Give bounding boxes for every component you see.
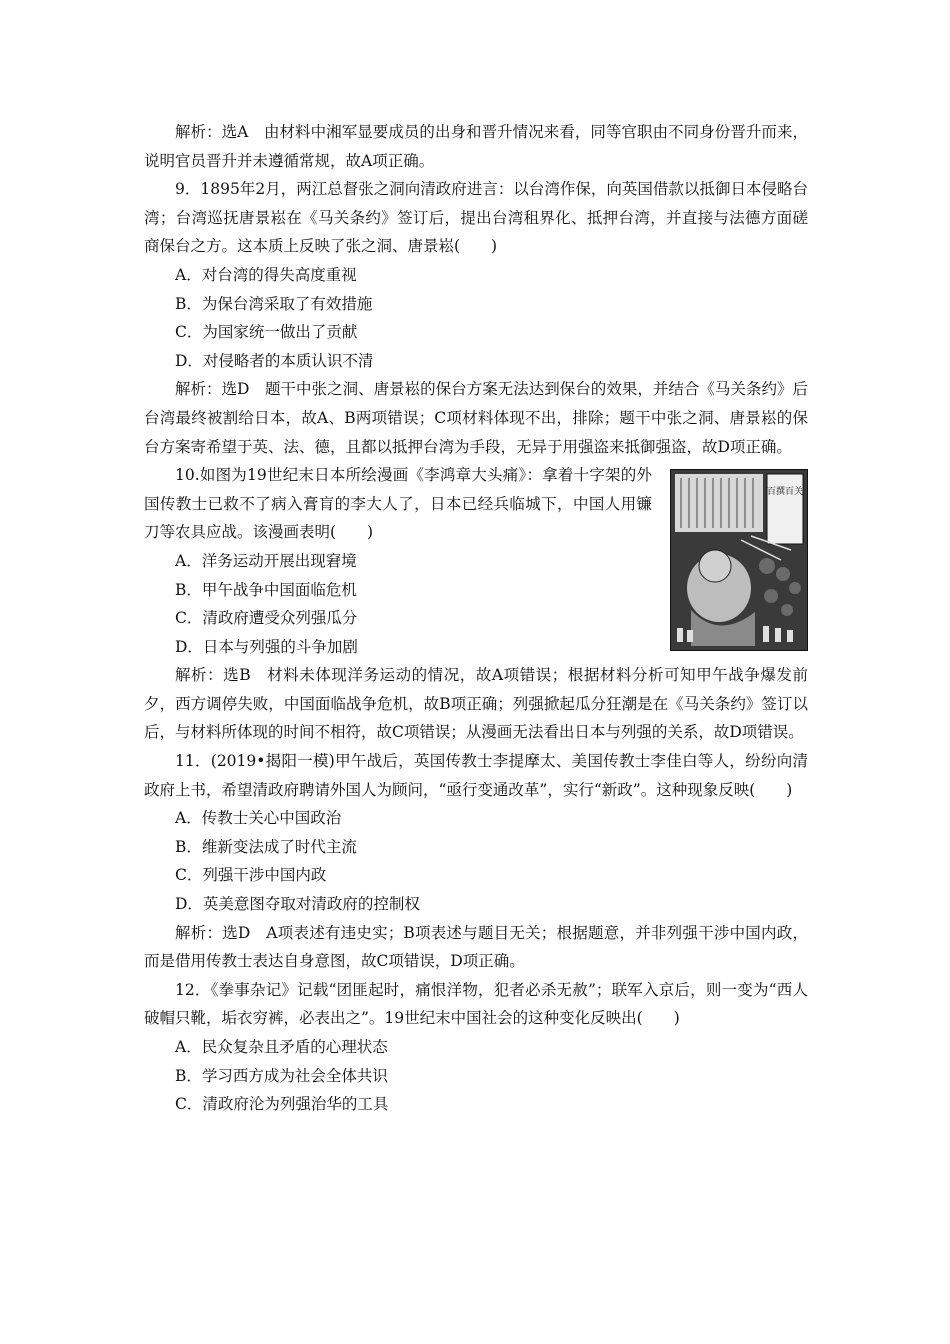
document-content bbox=[144, 118, 808, 1119]
option-9a: A．对台湾的得失高度重视 bbox=[175, 265, 357, 284]
question-10: 10.如图为19世纪末日本所绘漫画《李鸿章大头痛》：拿着十字架的外国传教士已救不了病入膏肓的李大人了，日本已经兵临城下，中国人用镰刀等农具应战。该漫画表明( ) bbox=[144, 466, 652, 542]
option-12c: C．清政府沦为列强治华的工具 bbox=[175, 1095, 389, 1114]
question-12: 12．《拳事杂记》记载“团匪起时，痛恨洋物，犯者必杀无赦”；联军入京后，则一变为“西人破帽只靴，垢衣穷裤，必表出之”。19世纪末中国社会的这种变化反映出( ) bbox=[144, 980, 808, 1028]
question-10-text-column bbox=[144, 461, 652, 661]
analysis-q9: 解析：选D 题干中张之洞、唐景崧的保台方案无法达到保台的效果，并结合《马关条约》后台湾最终被割给日本，故A、B两项错误；C项材料体现不出，排除；题干中张之洞、唐景崧的保台方案寄希望于英、法、德，且都以抵押台湾为手段，无异于用强盗来抵御强盗，故D项正确。 bbox=[144, 380, 808, 456]
option-12a: A．民众复杂且矛盾的心理状态 bbox=[175, 1038, 388, 1056]
cartoon-caption: 百撰百关 bbox=[766, 487, 804, 498]
option-11d: D．英美意图夺取对清政府的控制权 bbox=[175, 895, 420, 914]
question-11: 11．(2019•揭阳一模)甲午战后，英国传教士李提摩太、美国传教士李佳白等人，纷纷向清政府上书，希望清政府聘请外国人为顾问，“亟行变通改革”，实行“新政”。这种现象反映( ) bbox=[144, 752, 808, 799]
question-10-block bbox=[144, 461, 808, 661]
option-10d: D．日本与列强的斗争加剧 bbox=[175, 637, 358, 656]
option-12b: B．学习西方成为社会全体共识 bbox=[175, 1066, 388, 1085]
option-9c: C．为国家统一做出了贡献 bbox=[175, 323, 358, 342]
question-9: 9．1895年2月，两江总督张之洞向清政府进言：以台湾作保，向英国借款以抵御日本侵略台湾；台湾巡抚唐景崧在《马关条约》签订后，提出台湾租界化、抵押台湾，并直接与法德方面磋商保台之方。这本质上反映了张之洞、唐景崧( ) bbox=[144, 180, 808, 256]
option-10a: A．洋务运动开展出现窘境 bbox=[175, 551, 357, 570]
analysis-q10: 解析：选B 材料未体现洋务运动的情况，故A项错误；根据材料分析可知甲午战争爆发前夕，西方调停失败，中国面临战争危机，故B项正确；列强掀起瓜分狂潮是在《马关条约》签订以后，与材料所体现的时间不相符，故C项错误；从漫画无法看出日本与列强的关系，故D项错误。 bbox=[144, 666, 808, 742]
option-9d: D．对侵略者的本质认识不清 bbox=[175, 351, 374, 370]
option-9b: B．为保台湾采取了有效措施 bbox=[175, 294, 373, 313]
option-11b: B．维新变法成了时代主流 bbox=[175, 837, 357, 856]
option-11c: C．列强干涉中国内政 bbox=[175, 866, 327, 885]
analysis-q8: 解析：选A 由材料中湘军显要成员的出身和晋升情况来看，同等官职由不同身份晋升而来，说明官员晋升并未遵循常规，故A项正确。 bbox=[144, 123, 808, 170]
cartoon-image bbox=[670, 469, 808, 651]
option-10c: C．清政府遭受众列强瓜分 bbox=[175, 609, 358, 628]
option-11a: A．传教士关心中国政治 bbox=[175, 809, 342, 828]
option-10b: B．甲午战争中国面临危机 bbox=[175, 580, 357, 599]
analysis-q11: 解析：选D A项表述有违史实；B项表述与题目无关；根据题意，并非列强干涉中国内政，而是借用传教士表达自身意图，故C项错误，D项正确。 bbox=[144, 923, 808, 971]
